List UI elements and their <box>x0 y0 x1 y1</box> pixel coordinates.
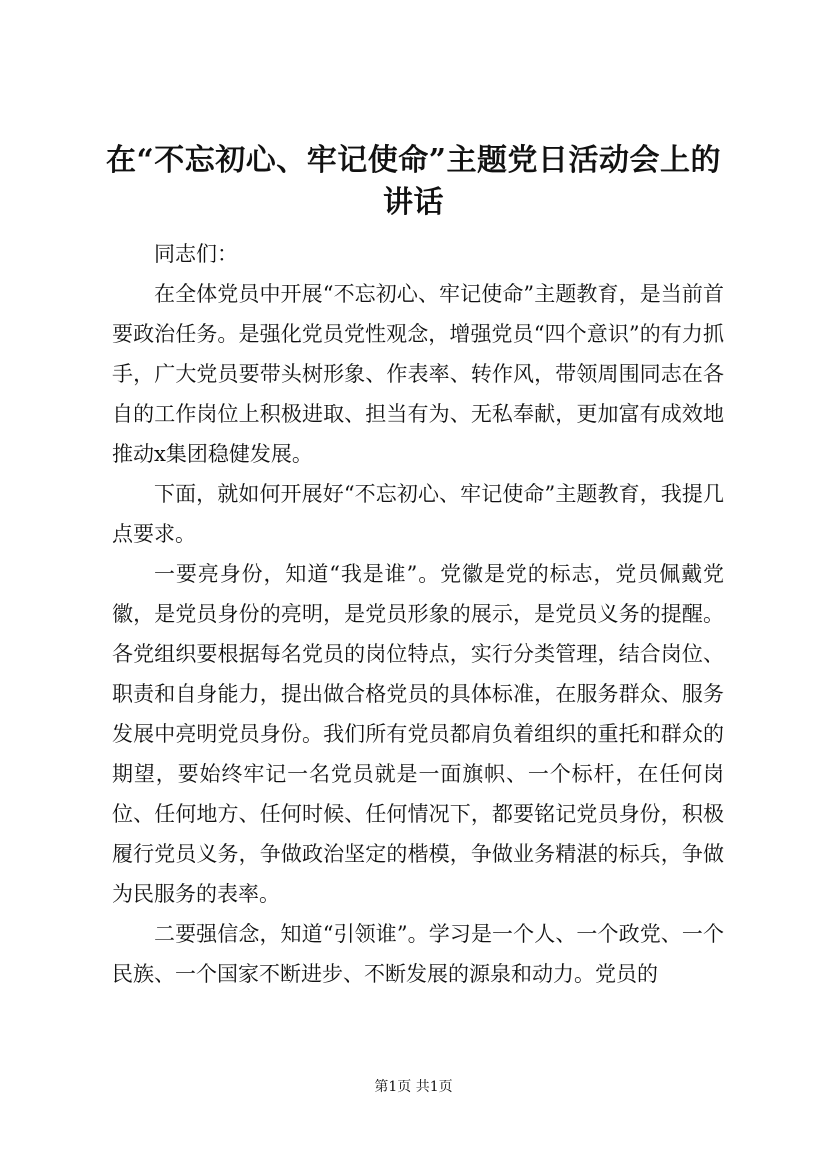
page-footer: 第1页 共1页 <box>374 1079 453 1095</box>
paragraph: 一要亮身份，知道“我是谁”。党徽是党的标志，党员佩戴党徽，是党员身份的亮明，是党员形象的展示，是党员义务的提醒。各党组织要根据每名党员的岗位特点，实行分类管理，结合岗位、职责和自身能力，提出做合格党员的具体标准，在服务群众、服务发展中亮明党员身份。我们所有党员都肩负着组织的重托和群众的期望，要始终牢记一名党员就是一面旗帜、一个标杆，在任何岗位、任何地方、任何时候、任何情况下，都要铭记党员身份，积极履行党员义务，争做政治坚定的楷模，争做业务精湛的标兵，争做为民服务的表率。 <box>112 562 724 906</box>
document-title: 在“不忘初心、牢记使命”主题党日活动会上的讲话 <box>105 143 721 220</box>
paragraph: 下面，就如何开展好“不忘初心、牢记使命”主题教育，我提几点要求。 <box>112 482 724 546</box>
paragraph: 在全体党员中开展“不忘初心、牢记使命”主题教育，是当前首要政治任务。是强化党员党性观念，增强党员“四个意识”的有力抓手，广大党员要带头树形象、作表率、转作风，带领周围同志在各自的工作岗位上积极进取、担当有为、无私奉献，更加富有成效地推动x集团稳健发展。 <box>112 282 724 466</box>
salutation: 同志们： <box>154 242 238 266</box>
document-body <box>112 234 724 994</box>
paragraph: 二要强信念，知道“引领谁”。学习是一个人、一个政党、一个民族、一个国家不断进步、不断发展的源泉和动力。党员的 <box>112 922 724 986</box>
